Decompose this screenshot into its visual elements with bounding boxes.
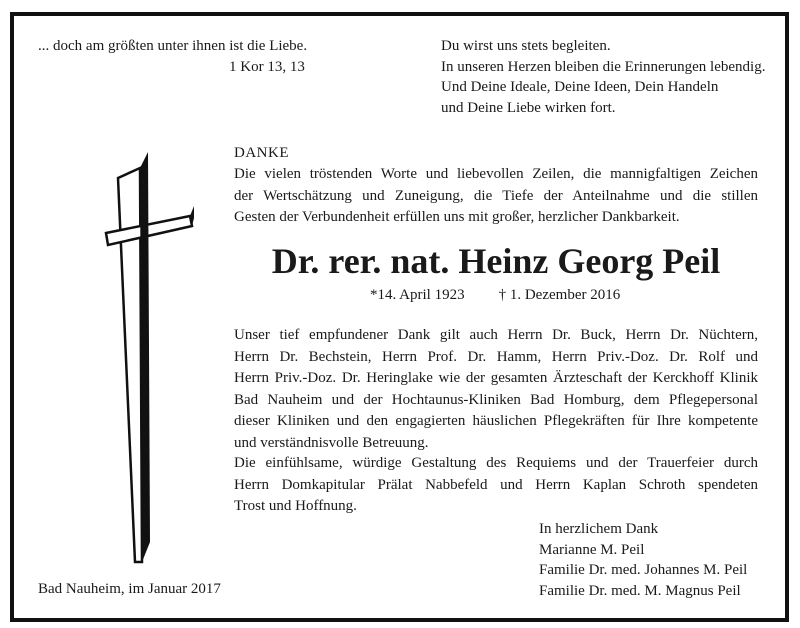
paragraph-line: Die einfühlsame, würdige Gestaltung des Requiems und der Trauerfeier durch	[234, 455, 758, 471]
epigraph-text: ... doch am größten unter ihnen ist die Liebe.	[38, 38, 308, 54]
paragraph-line: Herrn Dr. Bechstein, Herrn Prof. Dr. Hamm, Herrn Priv.-Doz. Dr. Rolf und	[234, 348, 758, 365]
acknowledgement-paragraph	[234, 325, 758, 454]
thanks-intro-line: Die vielen tröstenden Worte und liebevollen Zeilen, die mannigfaltigen Zeichen	[234, 166, 758, 182]
paragraph-line: Bad Nauheim und der Hochtaunus-Kliniken Bad Homburg, dem Pflegepersonal	[234, 391, 758, 408]
paragraph-line: Herrn Domkapitular Prälat Nabbefeld und Herrn Kaplan Schroth spendeten	[234, 476, 758, 493]
paragraph-line: und verständnisvolle Betreuung.	[234, 434, 429, 451]
deceased-name: Dr. rer. nat. Heinz Georg Peil	[271, 241, 721, 281]
paragraph-line: Trost und Hoffnung.	[234, 498, 357, 514]
cross-icon	[104, 150, 194, 565]
signature-block	[539, 519, 747, 601]
thanks-intro-line: Gesten der Verbundenheit erfüllen uns mit großer, herzlicher Dankbarkeit.	[234, 209, 680, 225]
requiem-paragraph	[234, 453, 758, 518]
place-date: Bad Nauheim, im Januar 2017	[38, 581, 221, 597]
poem-line: In unseren Herzen bleiben die Erinnerungen lebendig.	[441, 58, 766, 75]
birth-date: *14. April 1923	[370, 287, 465, 303]
poem-line: und Deine Liebe wirken fort.	[441, 99, 616, 116]
thanks-intro	[234, 164, 758, 229]
poem-line: Du wirst uns stets begleiten.	[441, 38, 611, 54]
signer-name: Familie Dr. med. Johannes M. Peil	[539, 562, 748, 578]
thanks-intro-line: der Wertschätzung und Zuneigung, die Tiefe der Anteilnahme und die stillen	[234, 187, 758, 204]
epigraph-reference: 1 Kor 13, 13	[229, 59, 305, 75]
signature-closing: In herzlichem Dank	[539, 521, 659, 537]
death-date: † 1. Dezember 2016	[498, 287, 621, 303]
signer-name: Marianne M. Peil	[539, 541, 645, 558]
paragraph-line: Herrn Priv.-Doz. Dr. Heringlake wie der gesamten Ärzteschaft der Kerckhoff Klinik	[234, 370, 758, 386]
paragraph-line: dieser Kliniken und den engagierten häuslichen Pflegekräften für Ihre kompetente	[234, 413, 758, 429]
signer-name: Familie Dr. med. M. Magnus Peil	[539, 582, 741, 599]
poem	[441, 36, 765, 118]
paragraph-line: Unser tief empfundener Dank gilt auch Herrn Dr. Buck, Herrn Dr. Nüchtern,	[234, 327, 758, 343]
thanks-heading: DANKE	[234, 145, 289, 161]
poem-line: Und Deine Ideale, Deine Ideen, Dein Handeln	[441, 79, 719, 95]
life-dates	[370, 287, 620, 304]
